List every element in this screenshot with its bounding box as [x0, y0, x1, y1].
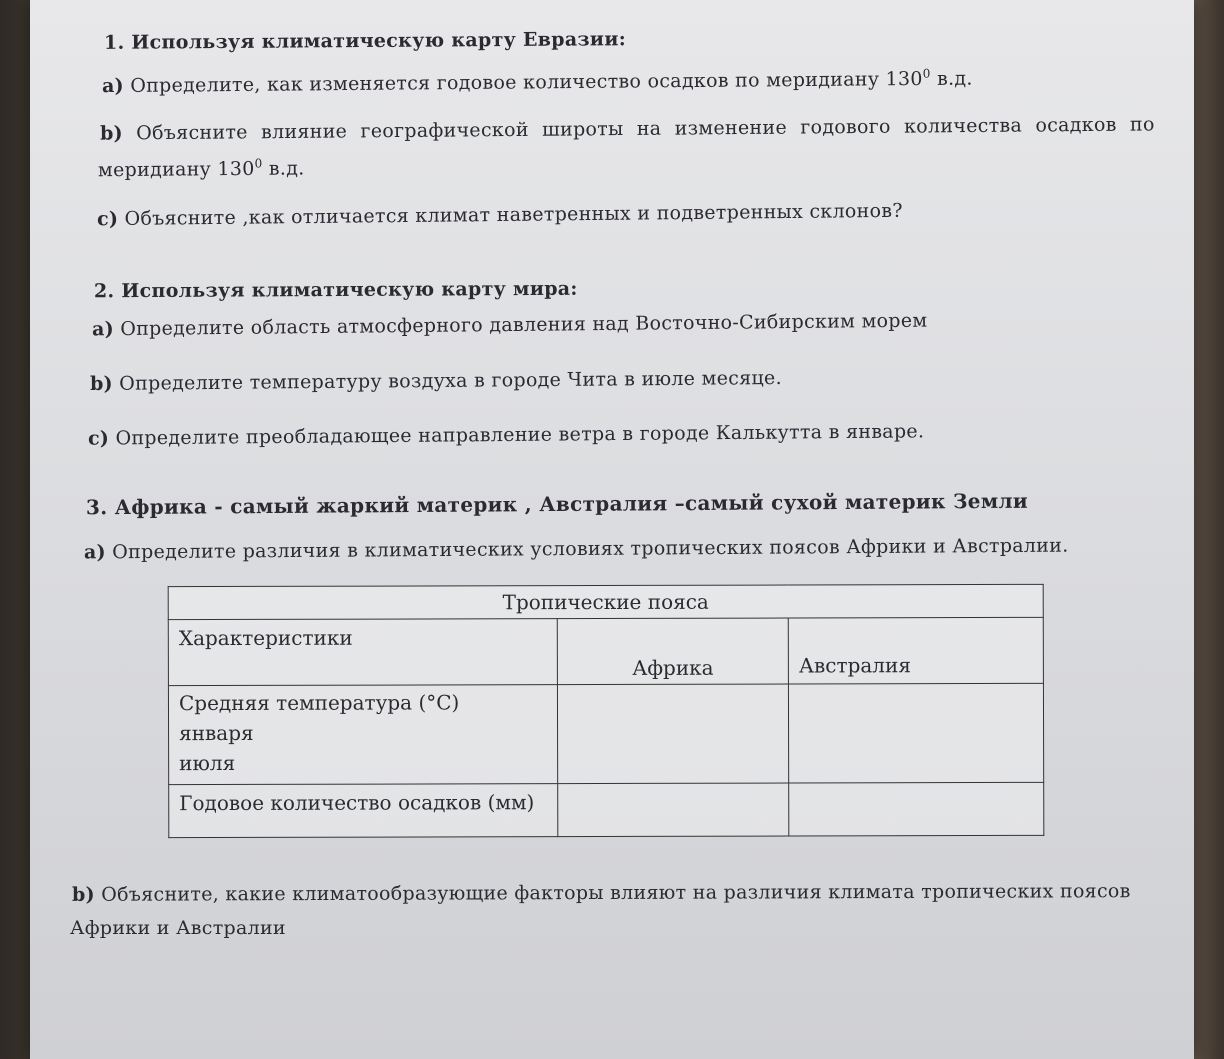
q1-b-text: Объясните влияние географической широты на изменение годового количества осадков по	[136, 113, 1155, 145]
header-australia: Австралия	[788, 617, 1043, 684]
q3-b	[72, 880, 1131, 906]
q1-heading: 1. Используя климатическую карту Евразии:	[103, 28, 627, 54]
q2-b-marker: b)	[89, 372, 113, 396]
row-precipitation-label: Годовое количество осадков (мм)	[169, 784, 558, 838]
q3-heading: 3. Африка - самый жаркий материк , Австралия –самый сухой материк Земли	[85, 488, 1029, 520]
table-row	[168, 617, 1043, 685]
cell-australia-temperature[interactable]	[788, 683, 1043, 783]
tropical-belts-table	[168, 584, 1045, 838]
q1-b-degree: 0	[254, 156, 263, 171]
q1-a-text: Определите, как изменяется годовое количество осадков по меридиану 130	[130, 67, 923, 97]
q1-a-marker: а)	[101, 74, 125, 98]
q1-a-tail: в.д.	[930, 67, 973, 90]
q1-b-continued	[98, 156, 305, 181]
q1-a-degree: 0	[922, 66, 931, 81]
worksheet-content	[30, 0, 1194, 1059]
q3-a-text: Определите различия в климатических условиях тропических поясов Африки и Австралии.	[112, 534, 1069, 564]
q2-a	[92, 310, 928, 341]
q1-c-marker: c)	[96, 207, 119, 231]
cell-australia-precipitation[interactable]	[789, 782, 1044, 836]
q1-a	[102, 66, 973, 97]
header-africa: Африка	[557, 618, 788, 685]
q3-a-marker: а)	[83, 541, 106, 564]
q2-a-text: Определите область атмосферного давления над Восточно-Сибирским морем	[120, 309, 928, 341]
q3-b-text: Объясните, какие климатообразующие факторы влияют на различия климата тропических поясов	[101, 880, 1131, 906]
q1-b-tail: в.д.	[262, 157, 305, 180]
q1-b	[100, 113, 1155, 144]
table-row	[168, 584, 1043, 619]
q1-b-marker: b)	[99, 122, 123, 145]
q2-c-text: Определите преобладающее направление ветра в городе Калькутта в январе.	[115, 420, 925, 450]
table-row	[168, 683, 1043, 784]
table-title: Тропические пояса	[168, 584, 1043, 619]
temp-july: июля	[179, 750, 236, 776]
table-row	[169, 782, 1044, 837]
q3-b-continued: Африки и Австралии	[70, 917, 286, 939]
temp-january: января	[179, 720, 254, 746]
q2-b	[90, 367, 782, 395]
cell-africa-temperature[interactable]	[557, 684, 788, 784]
q2-a-marker: а)	[91, 318, 115, 341]
q3-a	[84, 535, 1069, 564]
temp-label: Средняя температура (°С)	[178, 690, 460, 716]
q3-b-marker: b)	[71, 883, 95, 906]
q2-heading: 2. Используя климатическую карту мира:	[93, 277, 578, 303]
q2-c-marker: c)	[87, 427, 110, 450]
q1-c-text: Объясните ,как отличается климат наветренных и подветренных склонов?	[124, 199, 903, 230]
row-temperature-label	[168, 685, 557, 785]
q1-b-text2: меридиану 130	[97, 157, 255, 182]
cell-africa-precipitation[interactable]	[558, 783, 789, 837]
q2-c	[88, 420, 924, 449]
worksheet-paper	[30, 0, 1194, 1059]
q2-b-text: Определите температуру воздуха в городе Чита в июле месяце.	[119, 366, 782, 395]
q1-c	[97, 200, 903, 230]
header-characteristics: Характеристики	[168, 619, 557, 686]
